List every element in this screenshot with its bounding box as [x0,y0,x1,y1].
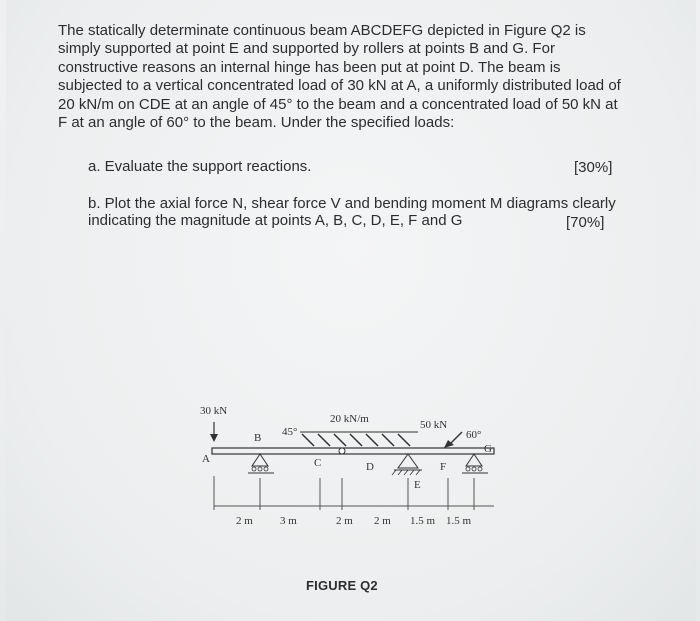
problem-line: subjected to a vertical concentrated load of 30 kN at A, a uniformly distributed load of [58,77,621,95]
load-a-arrowhead [210,434,218,442]
load-f-angle-label: 60° [466,429,482,441]
span-label: 2 m [374,515,391,527]
roller-g [466,467,482,471]
beam-figure [190,398,510,538]
point-e-label: E [414,479,421,491]
figure-caption: FIGURE Q2 [306,578,378,593]
hinge-d [339,448,345,454]
span-label: 3 m [280,515,297,527]
support-e [398,454,418,468]
problem-line: 20 kN/m on CDE at an angle of 45° to the beam and a concentrated load of 50 kN at [58,95,618,113]
udl-label: 20 kN/m [330,413,369,425]
question-a: a. Evaluate the support reactions. [88,158,312,175]
problem-line: F at an angle of 60° to the beam. Under the specified loads: [58,114,455,132]
load-a-label: 30 kN [200,405,228,417]
span-label: 1.5 m [410,515,436,527]
question-b [88,196,616,229]
dimension-lines [214,476,494,510]
point-b-label: B [254,432,262,444]
problem-line: constructive reasons an internal hinge has been put at point D. The beam is [58,58,561,76]
udl-arrows [302,434,410,446]
span-label: 2 m [336,515,353,527]
problem-statement [58,22,658,132]
question-b-line: indicating the magnitude at points A, B, C, D, E, F and G [88,211,463,229]
question-a-mark: [30%] [574,159,613,176]
problem-line: The statically determinate continuous beam ABCDEFG depicted in Figure Q2 is [58,22,586,39]
hatch-e [392,470,420,475]
question-b-line: b. Plot the axial force N, shear force V and bending moment M diagrams clearly [88,195,616,212]
point-a-label: A [202,453,210,465]
problem-line: simply supported at point E and supported by rollers at points B and G. For [58,40,555,58]
point-c-label: C [314,457,322,469]
roller-b [252,467,268,471]
point-g-label: G [484,443,492,455]
load-f-label: 50 kN [420,419,448,431]
beam [212,448,494,454]
support-g [466,454,482,466]
support-b [252,454,268,466]
point-d-label: D [366,461,374,473]
span-label: 2 m [236,515,253,527]
udl-angle-label: 45° [282,426,298,438]
span-label: 1.5 m [446,515,472,527]
point-f-label: F [440,461,447,473]
question-b-mark: [70%] [566,214,605,231]
